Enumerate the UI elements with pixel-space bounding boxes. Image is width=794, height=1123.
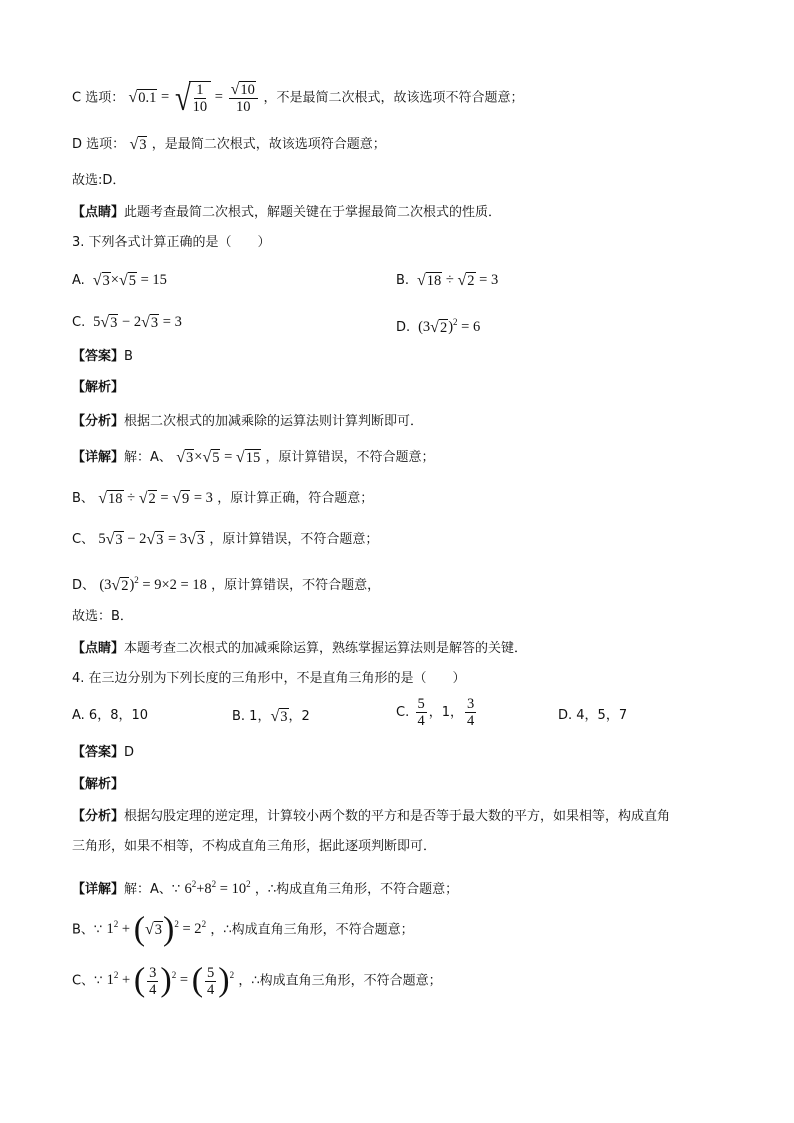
d-option-label: D 选项：: [72, 137, 126, 152]
q3-answer-line: [72, 346, 133, 367]
q3-analysis-tag: 【解析】: [72, 380, 125, 395]
q4-option-b: B. 1，√3，2: [232, 707, 310, 725]
comment-2-text: 本题考查二次根式的加减乘除运算，熟练掌握运算法则是解答的关键．: [124, 641, 528, 656]
q3-detail-d: D、 $(3√2)^2 = 9\times 2 = 18$ ，原计算错误，不符合题意，: [72, 575, 381, 594]
xiangjie-tag: 【详解】: [72, 450, 125, 465]
q4-answer: D: [124, 745, 135, 760]
q4-detail-c: C、∵ $1^2$ + ( $\frac{3}{4}$ )$^2$ = ( $\frac{5}{4}$ )$^2$ ，∴构成直角三角形，不符合题意；: [72, 962, 442, 999]
q3-detail-c: C、 5√3 − 2√3 = 3√3 ，原计算错误，不符合题意；: [72, 530, 379, 548]
answer-select-1: 故选:D．: [72, 173, 126, 188]
q4-fenxi-line-2: 三角形，如果不相等，不构成直角三角形，据此逐项判断即可．: [72, 839, 437, 854]
comment-1-text: 此题考查最简二次根式，解题关键在于掌握最简二次根式的性质．: [124, 205, 502, 220]
c-option-text: ，不是最简二次根式，故该选项不符合题意；: [263, 90, 524, 106]
q4-option-a: A. 6，8，10: [72, 708, 149, 723]
d-option-formula: √3: [129, 135, 147, 153]
answer-tag: 【答案】: [72, 349, 125, 364]
q4-fenxi-line-1: 【分析】根据勾股定理的逆定理，计算较小两个数的平方和是否等于最大数的平方，如果相等，构成直角: [72, 809, 671, 824]
q3-fenxi-line: [72, 411, 423, 432]
q3-option-a: A. √3×√5 = 15: [72, 271, 167, 289]
q4-answer-line: 【答案】D: [72, 745, 135, 760]
q3-option-c-label: C.: [72, 315, 86, 330]
d-option-line: [72, 134, 386, 155]
fenxi-tag: 【分析】: [72, 414, 125, 429]
q3-option-b-label: B.: [396, 273, 410, 288]
q4-detail-a: 【详解】解：A、∵ $6^2+8^2 = 10^2$ ，∴构成直角三角形，不符合题意；: [72, 879, 459, 897]
q3-detail-a: 【详解】解：A、 √3×√5 = √15 ，原计算错误，不符合题意；: [72, 448, 435, 466]
comment-1-line: [72, 202, 501, 223]
q4-option-d: D. 4，5，7: [558, 708, 628, 723]
question-4-stem: 4. 在三边分别为下列长度的三角形中，不是直角三角形的是（ ）: [72, 671, 466, 686]
d-option-text: ，是最简二次根式，故该选项符合题意；: [151, 137, 386, 152]
q4-analysis-tag: 【解析】: [72, 777, 125, 792]
q4-option-c: C. $\frac{5}{4}$ ，1， $\frac{3}{4}$: [396, 696, 475, 729]
q3-fenxi-text: 根据二次根式的加减乘除的运算法则计算判断即可．: [124, 414, 424, 429]
q3-option-d: D. $(3√2)^2 = 6$: [396, 317, 481, 336]
comment-2-line: 【点睛】本题考查二次根式的加减乘除运算，熟练掌握运算法则是解答的关键．: [72, 641, 528, 656]
q3-option-a-label: A.: [72, 273, 85, 288]
c-option-label: C 选项：: [72, 90, 125, 106]
q3-option-b: B. √18 ÷ √2 = 3: [396, 271, 499, 289]
question-3-stem: 3. 下列各式计算正确的是（ ）: [72, 235, 271, 250]
q3-option-c: C. 5√3 − 2√3 = 3: [72, 313, 182, 331]
q3-detail-b: B、 √18 ÷ √2 = √9 = 3 ，原计算正确，符合题意；: [72, 489, 374, 507]
answer-select-2: 故选：B．: [72, 609, 133, 624]
c-option-line: [72, 80, 523, 116]
q3-answer: B: [124, 349, 133, 364]
q4-detail-b: B、∵ $1^2 + (√3)^2 = 2^2$ ，∴构成直角三角形，不符合题意；: [72, 911, 414, 948]
c-option-formula: √0.1 = √ $\frac{1}{10}$ = $\frac{√10}{10}$: [129, 89, 264, 105]
q3-option-d-label: D.: [396, 319, 411, 335]
comment-tag: 【点睛】: [72, 205, 125, 220]
